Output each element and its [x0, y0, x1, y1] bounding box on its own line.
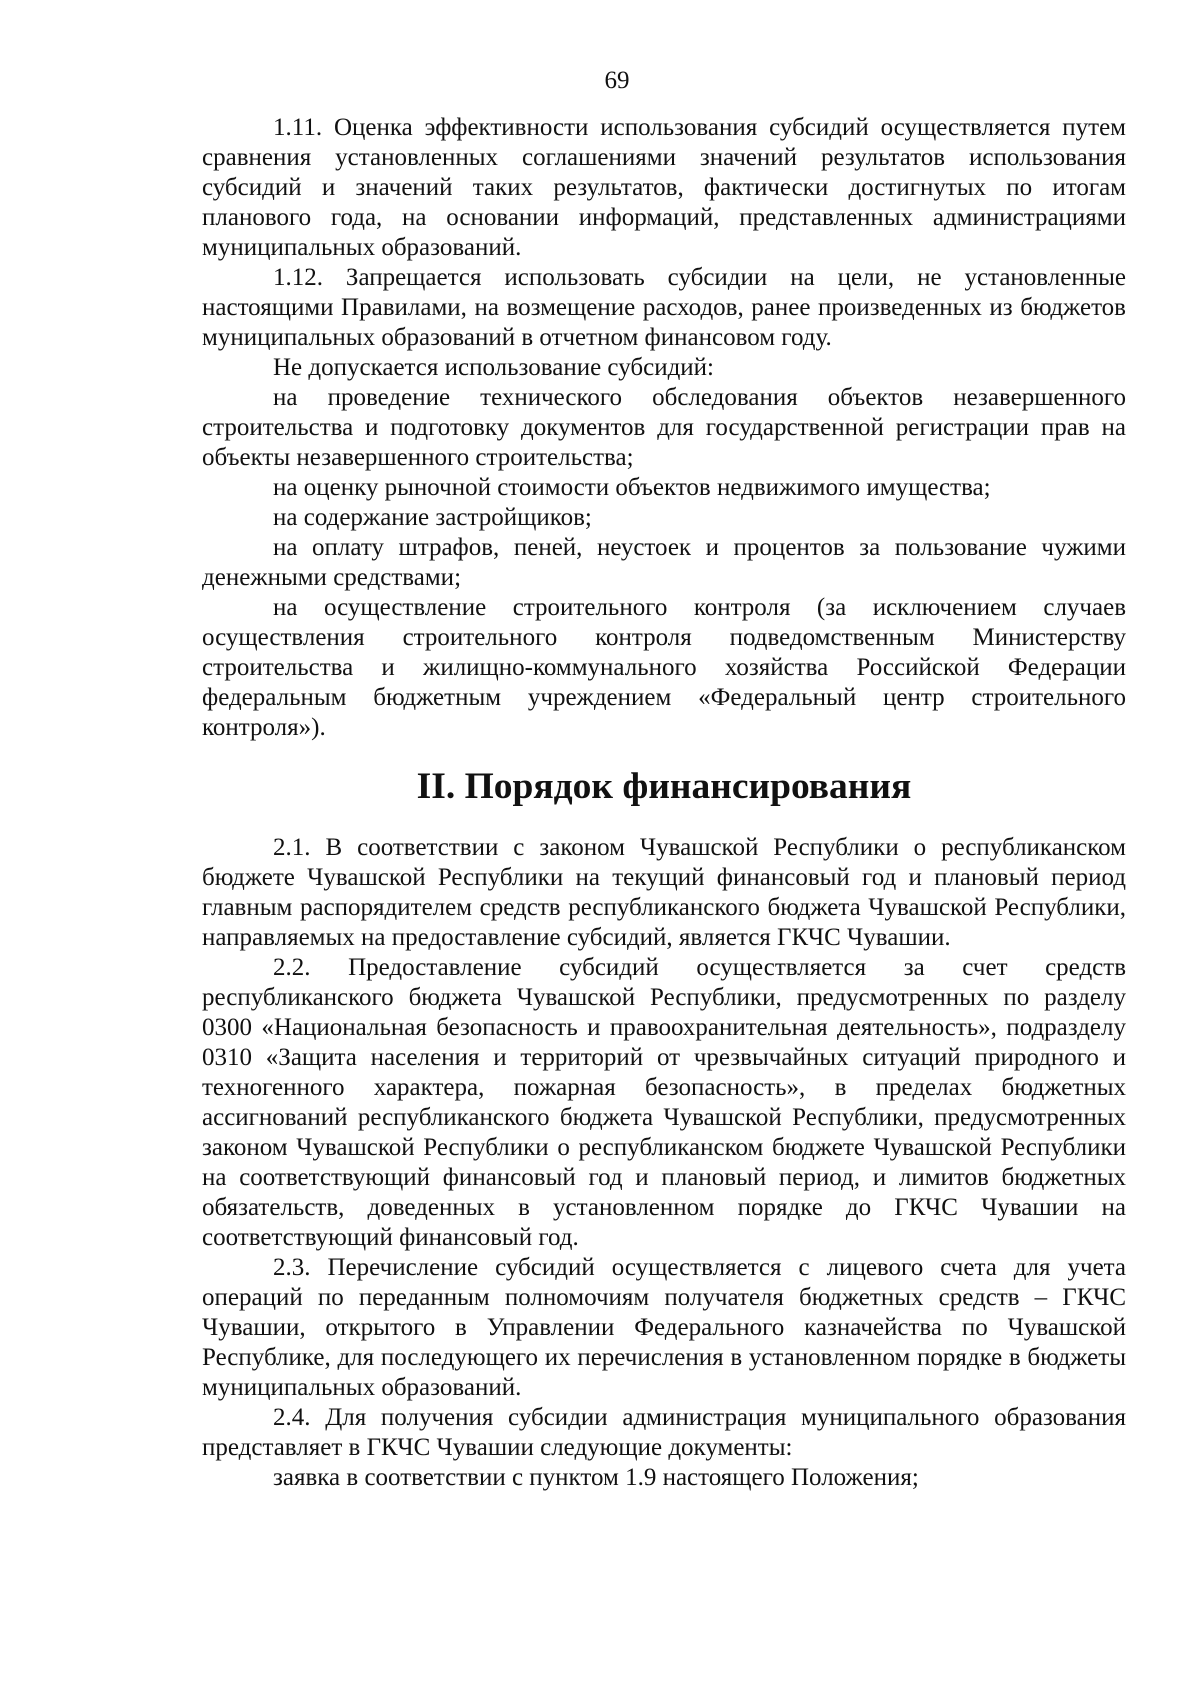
- paragraph-2-3: 2.3. Перечисление субсидий осуществляется с лицевого счета для учета операций по переданным полномочиям получателя бюджетных средств – ГКЧС Чувашии, открытого в Управлении Федерального казначейства по Чувашской Республике, для последующего их перечисления в установленном порядке в бюджеты муниципальных образований.: [202, 1254, 1126, 1401]
- paragraph-2-1: 2.1. В соответствии с законом Чувашской Республики о республиканском бюджете Чувашской Республики на текущий финансовый год и плановый период главным распорядителем средств республиканского бюджета Чувашской Республики, направляемых на предоставление субсидий, является ГКЧС Чувашии.: [202, 834, 1126, 951]
- document-body: [202, 113, 1126, 1493]
- paragraph-2-4: 2.4. Для получения субсидии администрация муниципального образования представляет в ГКЧС Чувашии следующие документы:: [202, 1404, 1126, 1461]
- paragraph-not-allowed-intro: Не допускается использование субсидий:: [273, 354, 714, 381]
- list-item-construction-control: на осуществление строительного контроля (за исключением случаев осуществления строительного контроля подведомственным Министерству строительства и жилищно-коммунального хозяйства Российской Федерации федеральным бюджетным учреждением «Федеральный центр строительного контроля»).: [202, 594, 1126, 741]
- list-item-market-valuation: на оценку рыночной стоимости объектов недвижимого имущества;: [273, 474, 991, 501]
- paragraph-1-11: 1.11. Оценка эффективности использования субсидий осуществляется путем сравнения установленных соглашениями значений результатов использования субсидий и значений таких результатов, фактически достигнутых по итогам планового года, на основании информаций, представленных администрациями муниципальных образований.: [202, 114, 1126, 261]
- section-heading: II. Порядок финансирования: [416, 766, 912, 807]
- list-item-technical-inspection: на проведение технического обследования объектов незавершенного строительства и подготовку документов для государственной регистрации прав на объекты незавершенного строительства;: [202, 384, 1126, 471]
- list-item-developer-maintenance: на содержание застройщиков;: [273, 504, 592, 531]
- page-number: 69: [604, 67, 630, 94]
- paragraph-1-12: 1.12. Запрещается использовать субсидии на цели, не установленные настоящими Правилами, на возмещение расходов, ранее произведенных из бюджетов муниципальных образований в отчетном финансовом году.: [202, 264, 1126, 351]
- list-item-fines-penalties: на оплату штрафов, пеней, неустоек и процентов за пользование чужими денежными средствами;: [202, 534, 1126, 591]
- paragraph-2-2: 2.2. Предоставление субсидий осуществляется за счет средств республиканского бюджета Чувашской Республики, предусмотренных по разделу 0300 «Национальная безопасность и правоохранительная деятельность», подразделу 0310 «Защита населения и территорий от чрезвычайных ситуаций природного и техногенного характера, пожарная безопасность», в пределах бюджетных ассигнований республиканского бюджета Чувашской Республики, предусмотренных законом Чувашской Республики о республиканском бюджете Чувашской Республики на соответствующий финансовый год и плановый период, и лимитов бюджетных обязательств, доведенных в установленном порядке до ГКЧС Чувашии на соответствующий финансовый год.: [202, 954, 1126, 1251]
- list-item-application: заявка в соответствии с пунктом 1.9 настоящего Положения;: [273, 1464, 919, 1491]
